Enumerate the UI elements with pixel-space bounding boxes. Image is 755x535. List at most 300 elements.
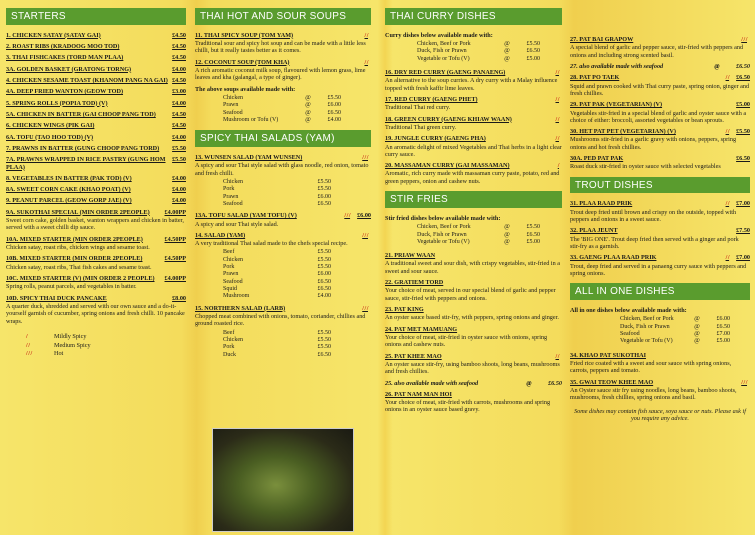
chili-icon: / / [725, 254, 730, 262]
menu-item-price: £4.00 [172, 65, 186, 73]
menu-item-name: 8. VEGETABLES IN BATTER (PAK TOD) (V) [6, 174, 132, 182]
menu-item-name: 15. NORTHERN SALAD (LARB) [195, 304, 286, 312]
option-name: Duck [223, 351, 236, 358]
menu-item-line [6, 100, 186, 107]
menu-item-line [385, 162, 562, 169]
menu-item-price: £4.50 [172, 122, 186, 130]
menu-item-price: £6.50 [736, 155, 750, 163]
menu-item-name: 28. PAT PO TAEK [570, 74, 620, 82]
menu-item-name: 35. GWAI TEOW KHEE MAO [570, 378, 654, 386]
menu-item-price: £4.50 [172, 54, 186, 62]
option-name: Pork [223, 186, 235, 193]
menu-item [6, 156, 186, 171]
menu-item-name: 10C. MIXED STARTER (V) (MIN ORDER 2 PEOPLE) [6, 274, 155, 282]
menu-item [6, 66, 186, 73]
option-price: £7.00 [716, 331, 730, 338]
menu-item-name: 18. GREEN CURRY (GAENG KHIAW WAAN) [385, 115, 512, 123]
menu-item [6, 295, 186, 325]
option-at: @ [694, 338, 700, 345]
option-name: Chicken, Beef or Pork [620, 316, 674, 323]
option-name: Duck, Fish or Prawn [620, 323, 670, 330]
menu-item-description: Trout, deep fried and served in a panaeng curry sauce with peppers and spring onions. [570, 262, 747, 277]
option-row [223, 117, 341, 124]
menu-item [570, 200, 750, 223]
menu-item-options [195, 247, 371, 300]
menu-item-price: £3.00 [172, 88, 186, 96]
menu-item-name: 21. PRIAW WAAN [385, 252, 436, 260]
starters-column [6, 8, 186, 359]
option-name: Chicken, Beef or Pork [417, 41, 471, 48]
menu-item [385, 279, 562, 302]
option-row [223, 257, 331, 264]
menu-item-name: 29. PAT PAK (VEGETARIAN) (V) [570, 101, 663, 109]
option-name: Chicken [223, 178, 243, 185]
option-row [223, 186, 331, 193]
menu-item [6, 186, 186, 193]
legend-row [26, 350, 186, 359]
menu-item-line [570, 128, 750, 135]
menu-item [195, 212, 371, 228]
allinone-options-title: All in one dishes below available made with: [570, 307, 687, 315]
menu-item-line [6, 32, 186, 39]
option-price: £5.50 [526, 224, 540, 231]
also-at: @ [526, 379, 532, 387]
option-row [417, 41, 540, 48]
menu-item-line [6, 275, 186, 282]
menu-item-line [6, 54, 186, 61]
menu-item-name: 6. CHICKEN WINGS (PIK GAI) [6, 122, 95, 130]
menu-item-name: 7. PRAWNS IN BATTER (GUNG CHOOP PANG TORD) [6, 144, 160, 152]
menu-item-description: An Oyster sauce stir fry using noodles, long beans, bamboo shoots, mushrooms, fresh chillies, spring onions and basil. [570, 386, 737, 402]
menu-item-name: 26. PAT NAM MAN HOI [385, 390, 452, 398]
chili-icon: / / [725, 74, 730, 82]
menu-item-description: Vegetables stir-fried in a special blend of garlic and oyster sauce with a choice of either: broccoli, assorted vegetables or bean sprouts. [570, 109, 747, 124]
menu-item-line [6, 145, 186, 152]
option-name: Duck, Fish or Prawn [417, 48, 467, 55]
menu-item-description: Chopped meat combined with onions, tomato, coriander, chillies and ground roasted rice. [195, 312, 366, 328]
menu-item-line [385, 391, 562, 398]
option-price: £6.50 [317, 278, 331, 285]
menu-item-name: 17. RED CURRY (GAENG PHET) [385, 95, 478, 103]
menu-item-price: £4.00PP [164, 274, 186, 282]
menu-item-description: The 'BIG ONE'. Trout deep fried then served with a ginger and pork stir-fry as a garnish. [570, 235, 739, 251]
menu-item [6, 88, 186, 95]
stirfries-options-title: Stir fried dishes below available made with: [385, 214, 501, 222]
salads-heading: SPICY THAI SALADS (YAM) [195, 130, 371, 147]
menu-item [385, 391, 562, 414]
menu-item-line [385, 69, 562, 76]
menu-item [6, 77, 186, 84]
menu-item-name: 14. SALAD (YAM) [195, 231, 246, 239]
menu-item-price: £4.50 [172, 110, 186, 118]
menu-item [195, 59, 371, 82]
menu-item-description: A special blend of garlic and pepper sauce, stir-fried with peppers and onions and including strong scented basil. [570, 44, 744, 59]
menu-item-price: £5.50 [172, 156, 186, 164]
menu-item-line [570, 101, 750, 108]
menu-item-description: Trout deep fried until brown and crispy on the outside, topped with peppers and onions in a sweet sauce. [570, 208, 737, 224]
spicy-legend [6, 333, 186, 359]
menu-item [195, 305, 371, 359]
option-name: Vegetable or Tofu (V) [417, 55, 470, 62]
option-row [223, 201, 331, 208]
chili-icon: / / [555, 69, 559, 77]
menu-item-line [385, 279, 562, 286]
soups-heading: THAI HOT AND SOUR SOUPS [195, 8, 371, 25]
option-price: £6.50 [716, 323, 730, 330]
menu-page-right [380, 0, 755, 535]
menu-item-name: 34. KHAO PAT SUKOTHAI [570, 351, 646, 359]
menu-item [6, 197, 186, 204]
soups-options-title: The above soups available made with: [195, 85, 296, 93]
menu-item-line [195, 305, 371, 312]
option-price: £6.50 [526, 48, 540, 55]
option-name: Duck, Fish or Prawn [417, 231, 467, 238]
menu-item-description: An aromatic delight of mixed Vegetables and Thai herbs in a light clear curry sauce. [385, 143, 562, 158]
menu-item-options [195, 177, 371, 208]
chili-icon: / / [725, 128, 730, 136]
option-row [620, 316, 730, 323]
menu-item-description: A very traditional Thai salad made to the chefs special recipe. [195, 240, 348, 248]
menu-item [195, 32, 371, 55]
curry-heading: THAI CURRY DISHES [385, 8, 562, 25]
menu-item [6, 100, 186, 107]
menu-item-line [570, 36, 750, 43]
menu-item-line [385, 116, 562, 123]
food-photo [212, 428, 354, 532]
menu-item-price: £4.00 [172, 99, 186, 107]
menu-item-price: £4.00 [172, 186, 186, 194]
chili-icon: / / [555, 115, 559, 123]
menu-item-name: 10B. MIXED STARTER (MIN ORDER 2PEOPLE) [6, 255, 143, 263]
starters-heading: STARTERS [6, 8, 186, 25]
menu-item-line [570, 155, 750, 162]
menu-item-price: £4.50PP [164, 235, 186, 243]
menu-item-line [6, 236, 186, 243]
menu-item-name: 22. GRATIEM TORD [385, 279, 444, 287]
option-price: £6.00 [327, 102, 341, 109]
menu-item [385, 252, 562, 275]
chili-icon: / / [555, 352, 559, 360]
legend-row [26, 342, 186, 351]
chili-icon: / / [26, 341, 30, 349]
option-price: £6.00 [716, 316, 730, 323]
menu-item-description: Sweet corn cake, golden basket, wanton wrappers and chicken in batter, served with a sweet chilli dip sauce. [6, 217, 184, 232]
menu-item-line [6, 66, 186, 73]
menu-item-line [570, 227, 750, 234]
menu-item [195, 154, 371, 208]
menu-item-name: 30. HET PAT PET (VEGETARIAN) (V) [570, 128, 676, 136]
chili-icon: / / [364, 31, 368, 39]
option-price: £5.00 [526, 238, 540, 245]
curry-stirfry-column [385, 8, 562, 418]
menu-item-line [6, 77, 186, 84]
chili-icon: / [557, 162, 559, 170]
option-name: Chicken [223, 256, 243, 263]
menu-item [6, 175, 186, 182]
menu-item-line [385, 135, 562, 142]
menu-item-line [6, 111, 186, 118]
menu-item-description: Aromatic, rich curry made with massaman curry paste, potato, red and green peppers, onion and cashew nuts. [385, 170, 560, 185]
menu-item-description: Mushrooms stir-fried in a garlic gravy with onions, peppers, spring onions and hot fresh chillies. [570, 136, 737, 151]
menu-item [570, 254, 750, 277]
option-price: £5.50 [317, 256, 331, 263]
menu-item-name: 10A. MIXED STARTER (MIN ORDER 2PEOPLE) [6, 235, 143, 243]
menu-item-name: 23. PAT KING [385, 306, 424, 314]
legend-label: Mildly Spicy [54, 332, 87, 340]
option-name: Prawn [223, 271, 239, 278]
menu-item-description: A spicy and sour Thai style salad with glass noodle, red onion, tomato and fresh chilli. [195, 162, 369, 177]
menu-item [6, 255, 186, 271]
also-available-line [570, 63, 750, 70]
option-row [223, 179, 331, 186]
option-name: Beef [223, 329, 235, 336]
menu-item [570, 128, 750, 151]
menu-item-name: 19. JUNGLE CURRY (GAENG PHA) [385, 135, 486, 143]
option-row [223, 352, 331, 359]
option-row [223, 264, 331, 271]
menu-item-description: Fried rice coated with a sweet and sour sauce with spring onions, carrots, peppers and tomato. [570, 359, 732, 375]
menu-item [385, 162, 562, 185]
option-price: £5.50 [317, 178, 331, 185]
menu-item-name: 11. THAI SPICY SOUP (TOM YAM) [195, 31, 294, 39]
allergy-note: Some dishes may contain fish sauce, soya sauce or nuts. Please ask if you require any advice. [574, 407, 746, 422]
menu-item [6, 275, 186, 291]
option-at: @ [305, 102, 311, 109]
option-row [223, 110, 341, 117]
menu-item-name: 16. DRY RED CURRY (GAENG PANAENG) [385, 69, 506, 77]
chili-icon: / / / [362, 304, 368, 312]
option-price: £4.00 [317, 293, 331, 300]
menu-item [385, 306, 562, 322]
option-name: Mushroom [223, 293, 250, 300]
menu-item-line [6, 255, 186, 262]
menu-item-description: Squid and prawn cooked with Thai curry paste, spring onion, ginger and fresh chillies. [570, 82, 750, 97]
menu-item-name: 4. CHICKEN SESAME TOAST (KHANOM PANG NA GAI) [6, 77, 168, 85]
menu-item-line [6, 197, 186, 204]
also-available-line [385, 380, 562, 387]
menu-item-price: £4.00 [172, 133, 186, 141]
menu-item [570, 74, 750, 97]
menu-item-price: £4.50 [172, 77, 186, 85]
option-row [223, 286, 331, 293]
menu-item-line [570, 74, 750, 81]
allinone-heading: ALL IN ONE DISHES [570, 283, 750, 300]
option-row [417, 48, 540, 55]
menu-item-name: 30A. PED PAT PAK [570, 155, 624, 163]
option-name: Mushroom or Tofu (V) [223, 116, 279, 123]
option-name: Prawn [223, 193, 239, 200]
menu-item-name: 31. PLAA RAAD PRIK [570, 200, 633, 208]
menu-item [6, 32, 186, 39]
menu-item-line [6, 295, 186, 302]
menu-item-description: Your choice of meat, stir-fried with carrots, mushrooms and spring onions in an oyster sauce based gravy. [385, 399, 551, 414]
option-row [223, 337, 331, 344]
option-row [417, 224, 540, 231]
menu-item-name: 33. GAENG PLAA RAAD PRIK [570, 254, 657, 262]
menu-item-line [570, 352, 750, 359]
menu-item-name: 2. ROAST RIBS (KRADOOG MOO TOD) [6, 43, 120, 51]
menu-item-price: £5.50 [736, 128, 750, 136]
menu-item-price: £5.50 [172, 144, 186, 152]
option-name: Seafood [223, 278, 243, 285]
menu-item [6, 145, 186, 152]
menu-item-description: Your choice of meat, stir-fried in oyster sauce with onions, spring onions and cashew nuts. [385, 333, 548, 349]
option-price: £5.50 [317, 329, 331, 336]
chili-icon: / / [555, 135, 559, 143]
option-price: £6.50 [317, 351, 331, 358]
stirfries-heading: STIR FRIES [385, 191, 562, 208]
menu-item [570, 155, 750, 171]
menu-item-price: £4.00 [172, 197, 186, 205]
option-name: Seafood [223, 109, 243, 116]
chili-icon: / / / [362, 231, 368, 239]
option-row [223, 279, 331, 286]
menu-item [385, 353, 562, 376]
option-at: @ [694, 323, 700, 330]
option-name: Chicken, Beef or Pork [417, 224, 471, 231]
option-row [223, 344, 331, 351]
option-row [223, 95, 341, 102]
chili-icon: / / [364, 58, 368, 66]
menu-item [570, 36, 750, 59]
option-price: £5.00 [526, 55, 540, 62]
menu-item-line [6, 134, 186, 141]
chili-icon: / / / [741, 36, 747, 43]
menu-item-line [6, 186, 186, 193]
menu-item-name: 25. PAT KHEE MAO [385, 352, 442, 360]
menu-item [195, 232, 371, 301]
option-price: £5.50 [526, 41, 540, 48]
menu-item [6, 122, 186, 129]
curry-options-title: Curry dishes below available made with: [385, 31, 493, 39]
menu-item-price: £7.00 [736, 200, 750, 208]
option-price: £6.50 [317, 200, 331, 207]
menu-item-price: £6.50 [736, 74, 750, 82]
option-name: Vegetable or Tofu (V) [620, 338, 673, 345]
menu-item-line [195, 232, 371, 239]
menu-item-line [195, 32, 371, 39]
trout-heading: TROUT DISHES [570, 177, 750, 194]
menu-item-line [195, 154, 371, 161]
menu-item-price: £7.00 [736, 254, 750, 262]
also-price: £6.50 [548, 379, 562, 387]
option-row [223, 194, 331, 201]
menu-item-description: Spring rolls, peanut parcels, and vegetables in batter. [6, 283, 137, 291]
option-at: @ [504, 231, 510, 238]
menu-item [6, 209, 186, 232]
menu-item-description: An oyster sauce stir-fry, using bamboo shoots, long beans, mushrooms and fresh chillies. [385, 360, 560, 376]
option-row [223, 293, 331, 300]
chili-icon: / / [725, 200, 730, 208]
option-name: Prawn [223, 102, 239, 109]
menu-item [6, 111, 186, 118]
menu-item-description: Chicken satay, roast ribs, Thai fish cakes and sesame toast. [6, 263, 152, 271]
option-row [417, 239, 540, 246]
menu-item [385, 96, 562, 112]
option-at: @ [305, 116, 311, 123]
menu-item-description: Your choice of meat, served in our special blend of garlic and pepper sauce, stir-fried with peppers and onions. [385, 287, 556, 302]
menu-item-line [6, 122, 186, 129]
option-row [223, 271, 331, 278]
option-at: @ [305, 94, 311, 101]
menu-item [385, 116, 562, 132]
menu-item-line [6, 209, 186, 216]
menu-item-line [6, 88, 186, 95]
option-price: £5.50 [317, 186, 331, 193]
menu-item-name: 9. PEANUT PARCEL (GEOW GORP JAE) (V) [6, 197, 132, 205]
also-text: 27. also available made with seafood [570, 62, 664, 70]
menu-item-line [6, 43, 186, 50]
option-at: @ [504, 238, 510, 245]
menu-item-name: 7A. PRAWNS WRAPPED IN RICE PASTRY (GUNG HOM PLAA) [6, 156, 166, 171]
menu-item [385, 69, 562, 92]
menu-item [570, 101, 750, 124]
chili-icon: / [26, 332, 28, 340]
option-row [620, 324, 730, 331]
menu-item-price: £7.50 [736, 227, 750, 235]
option-price: £5.50 [317, 264, 331, 271]
option-price: £6.50 [317, 286, 331, 293]
menu-item-line [385, 326, 562, 333]
menu-item-price: £4.00 [172, 174, 186, 182]
menu-item-name: 3A. GOLDEN BASKET (GRATONG TORNG) [6, 65, 132, 73]
option-at: @ [305, 109, 311, 116]
menu-item-name: 13. WUNSEN SALAD (YAM WUNSEN) [195, 154, 303, 162]
option-name: Seafood [620, 331, 640, 338]
option-at: @ [504, 41, 510, 48]
option-name: Seafood [223, 200, 243, 207]
menu-item-line [6, 175, 186, 182]
menu-item-description: An oyster sauce based stir-fry, with peppers, spring onions and ginger. [385, 314, 559, 322]
also-price: £6.50 [736, 62, 750, 70]
menu-item-options [195, 328, 371, 359]
menu-item [6, 54, 186, 61]
menu-item-price: £4.50 [172, 43, 186, 51]
menu-item-name: 24. PAT MET MAMUANG [385, 325, 458, 333]
option-price: £5.50 [317, 344, 331, 351]
option-row [620, 338, 730, 345]
option-price: £6.50 [526, 231, 540, 238]
chili-icon: / / [555, 95, 559, 103]
menu-item-name: 6A. TOFU (TAO HOO TOD) (V) [6, 133, 94, 141]
chili-icon: / / / [362, 154, 368, 162]
menu-item-line [570, 254, 750, 261]
option-price: £5.00 [716, 338, 730, 345]
also-at: @ [714, 62, 720, 70]
option-price: £5.50 [327, 94, 341, 101]
option-at: @ [694, 331, 700, 338]
option-price: £6.50 [327, 109, 341, 116]
option-price: £6.00 [317, 271, 331, 278]
option-price: £4.00 [327, 116, 341, 123]
chili-icon: / / / [344, 212, 351, 220]
menu-item-name: 32. PLAA JEUNT [570, 227, 618, 235]
menu-item [385, 326, 562, 349]
menu-item-line [385, 353, 562, 360]
menu-item [6, 43, 186, 50]
menu-item-description: Traditional Thai red curry. [385, 104, 451, 112]
option-row [223, 102, 341, 109]
menu-item-line [6, 156, 186, 171]
menu-item-name: 5. SPRING ROLLS (POPIA TOD) (V) [6, 99, 108, 107]
menu-item-line [195, 59, 371, 66]
option-price: £5.50 [317, 249, 331, 256]
option-price: £6.00 [317, 193, 331, 200]
menu-item-line [385, 306, 562, 313]
option-name: Beef [223, 249, 235, 256]
menu-item-price: £5.00 [736, 101, 750, 109]
menu-item-name: 20. MASSAMAN CURRY (GAI MASSAMAN) [385, 162, 510, 170]
